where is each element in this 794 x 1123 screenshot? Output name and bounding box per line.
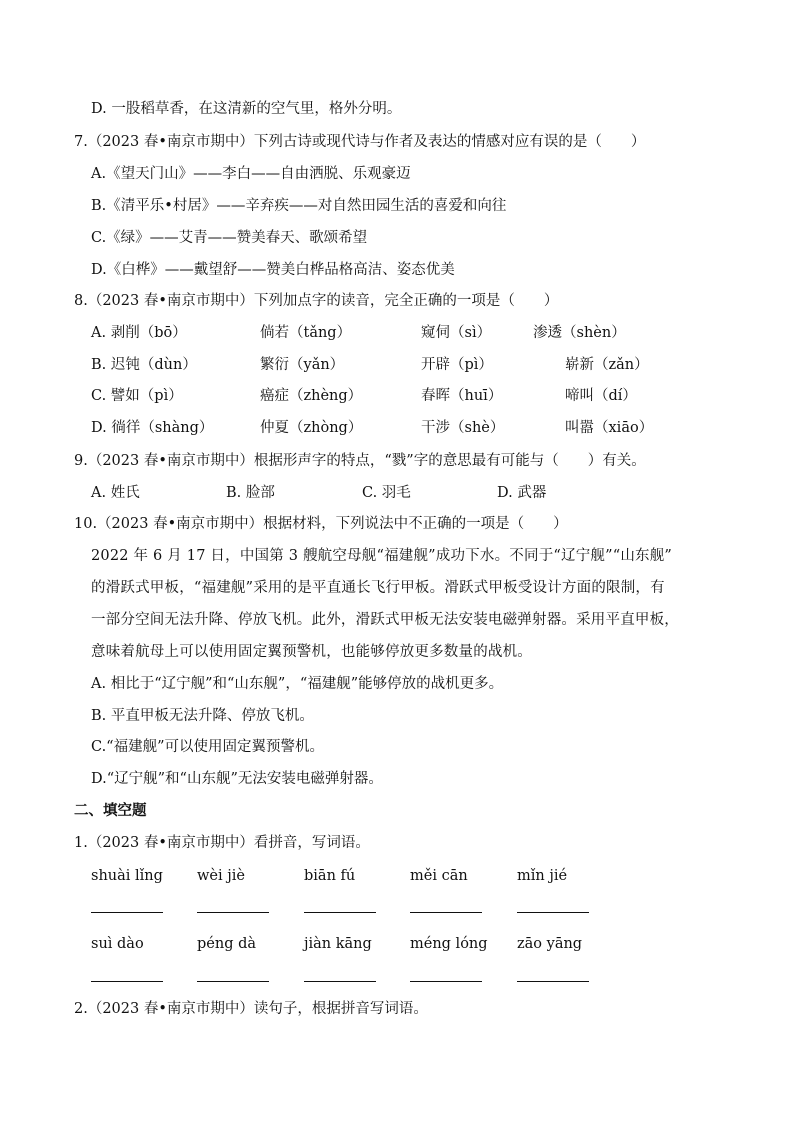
q8-row-b-col2: 繁衍（yǎn）	[260, 357, 345, 373]
q6-option-d: D. 一股稻草香，在这清新的空气里，格外分明。	[91, 101, 402, 117]
pinyin-2-5: zāo yāng	[517, 936, 583, 952]
answer-blank[interactable]	[410, 912, 482, 913]
q10-option-d: D.“辽宁舰”和“山东舰”无法安装电磁弹射器。	[91, 771, 383, 787]
q9-option-b: B. 脸部	[226, 485, 275, 501]
q7-option-d: D.《白桦》——戴望舒——赞美白桦品格高洁、姿态优美	[91, 262, 455, 278]
answer-blank[interactable]	[517, 912, 589, 913]
q10-passage-line-2: 的滑跃式甲板，“福建舰”采用的是平直通长飞行甲板。滑跃式甲板受设计方面的限制，有	[91, 580, 665, 596]
q8-stem: 8.（2023 春•南京市期中）下列加点字的读音，完全正确的一项是（ ）	[74, 293, 559, 309]
pinyin-1-2: wèi jiè	[197, 868, 245, 884]
pinyin-1-3: biān fú	[304, 868, 356, 884]
q7-option-c: C.《绿》——艾青——赞美春天、歌颂希望	[91, 230, 368, 246]
q8-row-c-col2: 癌症（zhèng）	[260, 388, 363, 404]
q8-row-d-col4: 叫嚣（xiāo）	[565, 420, 654, 436]
answer-blank[interactable]	[197, 981, 269, 982]
q8-row-c-col4: 啼叫（dí）	[565, 388, 637, 404]
q8-row-b-col1: B. 迟钝（dùn）	[91, 357, 197, 373]
pinyin-1-5: mǐn jié	[517, 868, 568, 884]
answer-blank[interactable]	[197, 912, 269, 913]
pinyin-2-1: suì dào	[91, 936, 144, 952]
q8-row-d-col1: D. 徜徉（shàng）	[91, 420, 214, 436]
pinyin-1-1: shuài lǐng	[91, 868, 163, 884]
q10-option-a: A. 相比于“辽宁舰”和“山东舰”，“福建舰”能够停放的战机更多。	[91, 676, 504, 692]
q8-row-a-col3: 窥伺（sì）	[421, 325, 492, 341]
q8-row-c-col3: 春晖（huī）	[421, 388, 503, 404]
pinyin-2-4: méng lóng	[410, 936, 488, 952]
q10-passage-line-3: 一部分空间无法升降、停放飞机。此外，滑跃式甲板无法安装电磁弹射器。采用平直甲板，	[91, 612, 679, 628]
pinyin-2-3: jiàn kāng	[304, 936, 372, 952]
q9-option-a: A. 姓氏	[91, 485, 140, 501]
answer-blank[interactable]	[91, 912, 163, 913]
answer-blank[interactable]	[91, 981, 163, 982]
q8-row-b-col3: 开辟（pì）	[421, 357, 493, 373]
q9-stem: 9.（2023 春•南京市期中）根据形声字的特点，“戮”字的意思最有可能与（ ）有关。	[74, 453, 646, 469]
q7-option-b: B.《清平乐•村居》——辛弃疾——对自然田园生活的喜爱和向往	[91, 198, 507, 214]
answer-blank[interactable]	[304, 981, 376, 982]
q10-stem: 10.（2023 春•南京市期中）根据材料，下列说法中不正确的一项是（ ）	[74, 516, 568, 532]
q8-row-b-col4: 崭新（zǎn）	[565, 357, 649, 373]
answer-blank[interactable]	[410, 981, 482, 982]
q10-option-c: C.“福建舰”可以使用固定翼预警机。	[91, 739, 325, 755]
q9-option-d: D. 武器	[497, 485, 547, 501]
q9-option-c: C. 羽毛	[362, 485, 411, 501]
q8-row-d-col2: 仲夏（zhòng）	[260, 420, 363, 436]
q7-option-a: A.《望天门山》——李白——自由洒脱、乐观豪迈	[91, 166, 411, 182]
q8-row-a-col1: A. 剥削（bō）	[91, 325, 187, 341]
answer-blank[interactable]	[304, 912, 376, 913]
q10-option-b: B. 平直甲板无法升降、停放飞机。	[91, 708, 314, 724]
q8-row-d-col3: 干涉（shè）	[421, 420, 505, 436]
section-title-fill-in: 二、填空题	[74, 802, 147, 819]
q10-passage-line-4: 意味着航母上可以使用固定翼预警机，也能够停放更多数量的战机。	[91, 644, 532, 660]
fill1-stem: 1.（2023 春•南京市期中）看拼音，写词语。	[74, 835, 370, 851]
pinyin-1-4: měi cān	[410, 868, 468, 884]
q7-stem: 7.（2023 春•南京市期中）下列古诗或现代诗与作者及表达的情感对应有误的是（ ）	[74, 134, 646, 150]
q10-passage-line-1: 2022 年 6 月 17 日，中国第 3 艘航空母舰“福建舰”成功下水。不同于“辽宁舰”“山东舰”	[91, 548, 673, 564]
q8-row-c-col1: C. 譬如（pì）	[91, 388, 183, 404]
answer-blank[interactable]	[517, 981, 589, 982]
q8-row-a-col2: 倘若（tǎng）	[260, 325, 352, 341]
fill2-stem: 2.（2023 春•南京市期中）读句子，根据拼音写词语。	[74, 1001, 428, 1017]
q8-row-a-col4: 渗透（shèn）	[533, 325, 626, 341]
pinyin-2-2: péng dà	[197, 936, 257, 952]
